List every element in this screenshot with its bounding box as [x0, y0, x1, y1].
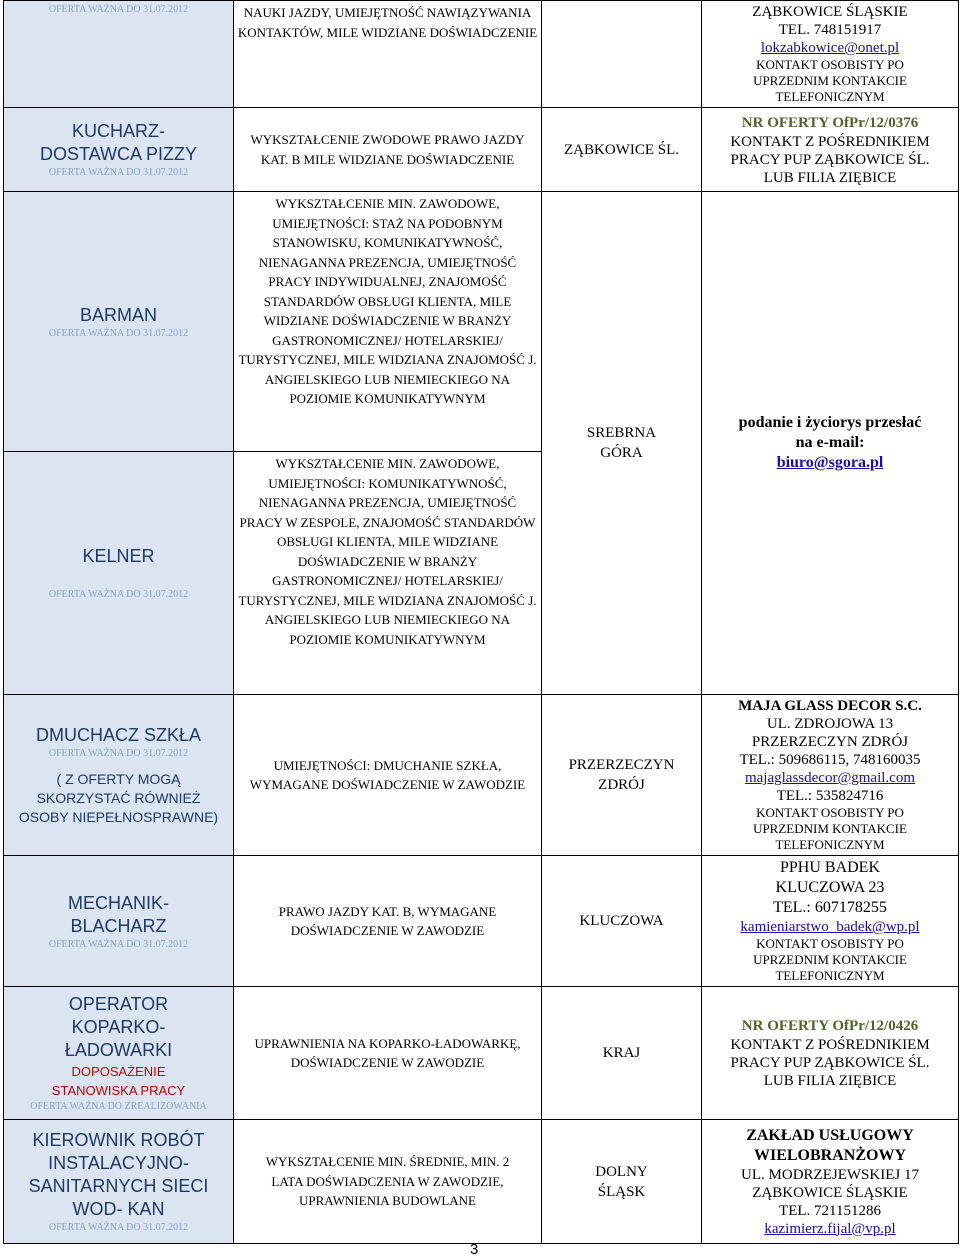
place-cell: ZĄBKOWICE ŚL.	[542, 108, 702, 192]
contact-cell	[702, 856, 959, 987]
place-cell: DOLNY ŚLĄSK	[542, 1120, 702, 1244]
contact-cell	[702, 1120, 959, 1244]
requirements-cell: UMIEJĘTNOŚCI: DMUCHANIE SZKŁA, WYMAGANE DOŚWIADCZENIE W ZAWODZIE	[234, 695, 542, 856]
position-cell	[4, 1, 234, 108]
table-row	[4, 1, 959, 108]
position-title: DMUCHACZ SZKŁA	[35, 724, 201, 745]
offer-validity: OFERTA WAŻNA DO 31.07.2012	[48, 167, 189, 178]
note-line: ( Z OFERTY MOGĄ	[56, 770, 181, 787]
page-number: 3	[470, 1241, 479, 1258]
contact-line: LUB FILIA ZIĘBICE	[763, 1073, 897, 1089]
requirements-cell: WYKSZTAŁCENIE MIN. ZAWODOWE, UMIEJĘTNOŚCI: STAŻ NA PODOBNYM STANOWISKU, KOMUNIKATYWNOŚĆ, NIENAGANNA PREZENCJA, UMIEJĘTNOŚĆ PRACY INDYWIDUALNEJ, ZNAJOMOŚĆ STANDARDÓW OBSŁUGI KLIENTA, MILE WIDZIANE DOŚWIADCZENIE W BRANŻY GASTRONOMICZNEJ/ HOTELARSKIEJ/ TURYSTYCZNEJ, MILE WIDZIANA ZNAJOMOŚĆ J. ANGIELSKIEGO LUB NIEMIECKIEGO NA POZIOMIE KOMUNIKATYWNYM	[234, 192, 542, 452]
position-title: BLACHARZ	[70, 915, 167, 936]
contact-line: KONTAKT OSOBISTY PO	[756, 936, 904, 951]
contact-line: TEL. 721151286	[779, 1202, 881, 1219]
position-title: KOPARKO-	[71, 1017, 166, 1037]
contact-line: TEL.: 607178255	[773, 899, 887, 916]
place-cell	[542, 1, 702, 108]
table-row	[4, 192, 959, 452]
contact-line: KONTAKT OSOBISTY PO	[756, 805, 904, 820]
position-cell	[4, 987, 234, 1120]
contact-line: PPHU BADEK	[779, 859, 880, 876]
email-link[interactable]: kamieniarstwo_badek@wp.pl	[740, 919, 920, 935]
table-row	[4, 108, 959, 192]
email-link[interactable]: lokzabkowice@onet.pl	[760, 40, 900, 56]
requirements-cell: PRAWO JAZDY KAT. B, WYMAGANE DOŚWIADCZENIE W ZAWODZIE	[234, 856, 542, 987]
position-title: BARMAN	[79, 304, 157, 325]
contact-line: TELEFONICZNYM	[775, 968, 885, 983]
position-title: INSTALACYJNO-	[48, 1153, 189, 1173]
contact-line: PRACY PUP ZĄBKOWICE ŚL.	[730, 1055, 930, 1071]
position-cell	[4, 856, 234, 987]
offer-validity: OFERTA WAŻNA DO 31.07.2012	[48, 589, 189, 600]
offer-validity: OFERTA WAŻNA DO ZREALIZOWANIA	[30, 1101, 207, 1112]
contact-line: TEL.: 535824716	[776, 788, 884, 804]
offer-validity: OFERTA WAŻNA DO 31.07.2012	[48, 938, 189, 950]
position-cell	[4, 1120, 234, 1244]
contact-line: KONTAKT Z POŚREDNIKIEM	[730, 133, 930, 150]
requirements-cell: WYKSZTAŁCENIE ZWODOWE PRAWO JAZDY KAT. B MILE WIDZIANE DOŚWIADCZENIE	[234, 108, 542, 192]
place-cell: KRAJ	[542, 987, 702, 1120]
contact-line: ZĄBKOWICE ŚLĄSKIE	[752, 1184, 908, 1201]
contact-cell	[702, 1, 959, 108]
email-link[interactable]: majaglassdecor@gmail.com	[744, 770, 915, 786]
table-row	[4, 987, 959, 1120]
offer-validity: OFERTA WAŻNA DO 31.07.2012	[48, 4, 189, 15]
table-row	[4, 1120, 959, 1244]
contact-line: UL. MODRZEJEWSKIEJ 17	[741, 1166, 919, 1183]
position-title: KIEROWNIK ROBÓT	[32, 1130, 205, 1150]
subsidy-note: DOPOSAŻENIE	[71, 1064, 166, 1079]
requirements-cell: UPRAWNIENIA NA KOPARKO-ŁADOWARKĘ, DOŚWIADCZENIE W ZAWODZIE	[234, 987, 542, 1120]
requirements-cell: WYKSZTAŁCENIE MIN. ZAWODOWE, UMIEJĘTNOŚCI: KOMUNIKATYWNOŚĆ, NIENAGANNA PREZENCJA, UMIEJĘTNOŚĆ PRACY W ZESPOLE, ZNAJOMOŚĆ STANDARDÓW OBSŁUGI KLIENTA, MILE WIDZIANE DOŚWIADCZENIE W BRANŻY GASTRONOMICZNEJ/ HOTELARSKIEJ/ TURYSTYCZNEJ, MILE WIDZIANA ZNAJOMOŚĆ J. ANGIELSKIEGO LUB NIEMIECKIEGO NA POZIOMIE KOMUNIKATYWNYM	[234, 452, 542, 695]
position-title: MECHANIK-	[67, 892, 169, 913]
position-title: ŁADOWARKI	[64, 1040, 173, 1060]
position-cell	[4, 192, 234, 452]
contact-cell	[702, 108, 959, 192]
requirements-cell: WYKSZTAŁCENIE MIN. ŚREDNIE, MIN. 2 LATA DOŚWIADCZENIA W ZAWODZIE, UPRAWNIENIA BUDOWLANE	[234, 1120, 542, 1244]
position-title: DOSTAWCA PIZZY	[39, 144, 197, 164]
contact-cell	[702, 192, 959, 695]
subsidy-note: STANOWISKA PRACY	[51, 1083, 186, 1098]
note-line: OSOBY NIEPEŁNOSPRAWNE)	[18, 808, 219, 825]
contact-line: WIELOBRANŻOWY	[753, 1146, 907, 1164]
email-link[interactable]: kazimierz.fijal@vp.pl	[764, 1220, 896, 1237]
contact-line: TEL.: 509686115, 748160035	[739, 752, 921, 768]
position-cell	[4, 695, 234, 856]
offer-validity: OFERTA WAŻNA DO 31.07.2012	[48, 747, 189, 759]
position-title: OPERATOR	[68, 994, 169, 1014]
requirements-cell: NAUKI JAZDY, UMIEJĘTNOŚĆ NAWIĄZYWANIA KONTAKTÓW, MILE WIDZIANE DOŚWIADCZENIE	[234, 1, 542, 108]
table-row	[4, 856, 959, 987]
table-row	[4, 695, 959, 856]
contact-line: PRZERZECZYN ZDRÓJ	[751, 734, 909, 750]
offer-number: NR OFERTY OfPr/12/0376	[741, 114, 919, 131]
contact-line: KONTAKT OSOBISTY PO	[756, 57, 904, 72]
position-title: KUCHARZ-	[72, 121, 165, 141]
contact-line: LUB FILIA ZIĘBICE	[763, 169, 897, 186]
offer-validity: OFERTA WAŻNA DO 31.07.2012	[48, 1222, 189, 1233]
place-cell: SREBRNA GÓRA	[542, 192, 702, 695]
contact-line: ZĄBKOWICE ŚLĄSKIE	[752, 4, 908, 20]
contact-line: podanie i życiorys przesłać	[738, 414, 922, 431]
contact-line: na e-mail:	[795, 434, 865, 451]
position-title: KELNER	[82, 546, 155, 566]
contact-line: MAJA GLASS DECOR S.C.	[738, 698, 922, 714]
contact-line: TELEFONICZNYM	[775, 837, 885, 852]
contact-line: TELEFONICZNYM	[775, 89, 885, 104]
contact-line: UPRZEDNIM KONTAKCIE	[753, 952, 907, 967]
position-title: SANITARNYCH SIECI	[28, 1176, 209, 1196]
offer-validity: OFERTA WAŻNA DO 31.07.2012	[48, 327, 189, 339]
offer-number: NR OFERTY OfPr/12/0426	[741, 1018, 919, 1034]
job-offers-table	[3, 0, 959, 1244]
contact-line: KLUCZOWA 23	[775, 879, 885, 896]
place-cell: KLUCZOWA	[542, 856, 702, 987]
note-line: SKORZYSTAĆ RÓWNIEŻ	[36, 789, 201, 806]
contact-line: KONTAKT Z POŚREDNIKIEM	[730, 1037, 930, 1053]
contact-line: UL. ZDROJOWA 13	[766, 716, 894, 732]
contact-line: UPRZEDNIM KONTAKCIE	[753, 73, 907, 88]
position-cell	[4, 452, 234, 695]
place-cell: PRZERZECZYN ZDRÓJ	[542, 695, 702, 856]
contact-line: ZAKŁAD USŁUGOWY	[746, 1126, 914, 1144]
contact-cell	[702, 987, 959, 1120]
position-cell	[4, 108, 234, 192]
position-title: WOD- KAN	[72, 1199, 165, 1219]
email-link[interactable]: biuro@sgora.pl	[776, 454, 884, 471]
contact-line: UPRZEDNIM KONTAKCIE	[753, 821, 907, 836]
contact-line: PRACY PUP ZĄBKOWICE ŚL.	[730, 151, 930, 168]
contact-cell	[702, 695, 959, 856]
contact-line: TEL. 748151917	[778, 22, 882, 38]
